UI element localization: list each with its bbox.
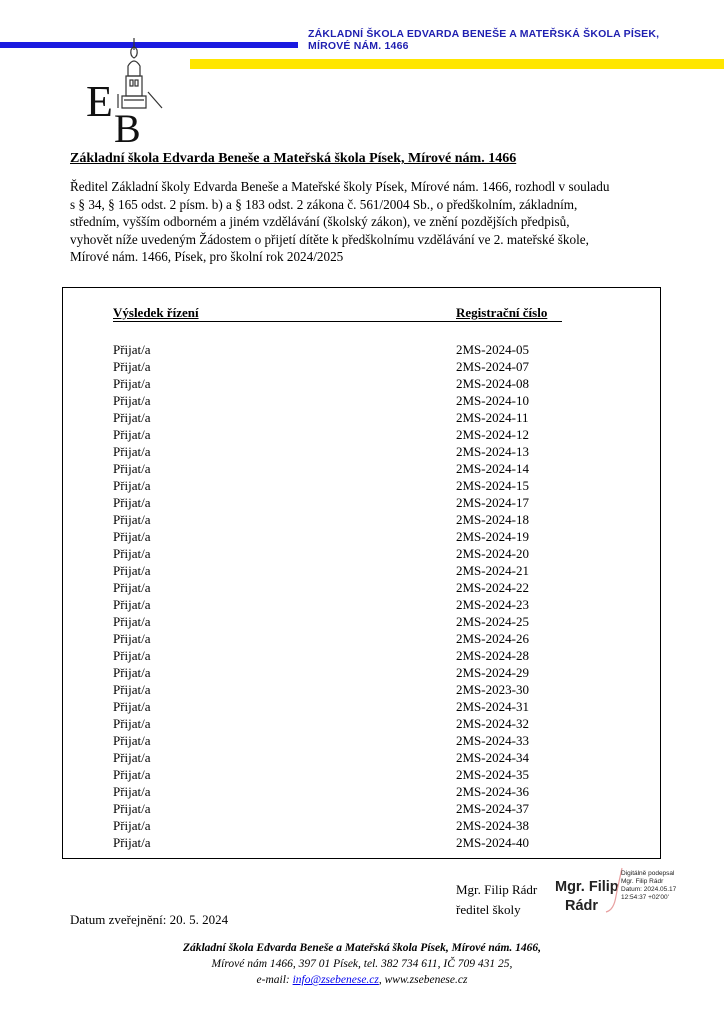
intro-line: Ředitel Základní školy Edvarda Beneše a Mateřské školy Písek, Mírové nám. 1466, rozhodl v souladu [70,179,610,194]
registration-cell: 2MS-2024-38 [456,818,529,833]
registration-cell: 2MS-2024-20 [456,546,529,561]
yellow-header-bar [190,59,724,69]
result-cell: Přijat/a [113,342,151,357]
registration-cell: 2MS-2024-23 [456,597,529,612]
svg-text:E: E [86,77,113,126]
registration-cell: 2MS-2024-07 [456,359,529,374]
result-cell: Přijat/a [113,359,151,374]
footer-line2: Mírové nám 1466, 397 01 Písek, tel. 382 734 611, IČ 709 431 25, [211,958,513,970]
registration-cell: 2MS-2024-35 [456,767,529,782]
registration-cell: 2MS-2024-31 [456,699,529,714]
result-cell: Přijat/a [113,529,151,544]
director-role: ředitel školy [456,902,521,917]
registration-cell: 2MS-2024-10 [456,393,529,408]
director-name: Mgr. Filip Rádr [456,882,538,897]
school-header-line2: MÍROVÉ NÁM. 1466 [308,40,409,52]
registration-cell: 2MS-2023-30 [456,682,529,697]
result-cell: Přijat/a [113,750,151,765]
registration-cell: 2MS-2024-18 [456,512,529,527]
result-cell: Přijat/a [113,444,151,459]
result-cell: Přijat/a [113,461,151,476]
registration-cell: 2MS-2024-15 [456,478,529,493]
school-header [308,28,659,52]
result-cell: Přijat/a [113,835,151,850]
registration-cell: 2MS-2024-36 [456,784,529,799]
registration-cell: 2MS-2024-08 [456,376,529,391]
result-cell: Přijat/a [113,427,151,442]
intro-paragraph [70,178,654,266]
column-header-registration: Registrační číslo [456,305,548,320]
school-logo [78,36,178,146]
registration-cell: 2MS-2024-29 [456,665,529,680]
registration-cell: 2MS-2024-21 [456,563,529,578]
publication-date: Datum zveřejnění: 20. 5. 2024 [70,912,229,927]
registration-cell: 2MS-2024-28 [456,648,529,663]
result-cell: Přijat/a [113,393,151,408]
result-cell: Přijat/a [113,784,151,799]
result-cell: Přijat/a [113,410,151,425]
column-header-result: Výsledek řízení [113,305,199,320]
result-cell: Přijat/a [113,546,151,561]
intro-line: s § 34, § 165 odst. 2 písm. b) a § 183 odst. 2 zákona č. 561/2004 Sb., o předškolním, základním, [70,196,578,212]
footer-line3: e-mail: info@zsebenese.cz, www.zsebenese.cz [256,974,468,986]
result-cell: Přijat/a [113,495,151,510]
result-cell: Přijat/a [113,818,151,833]
result-cell: Přijat/a [113,716,151,731]
result-cell: Přijat/a [113,580,151,595]
registration-cell: 2MS-2024-11 [456,410,529,425]
registration-cell: 2MS-2024-26 [456,631,529,646]
registration-cell: 2MS-2024-40 [456,835,529,850]
registration-cell: 2MS-2024-34 [456,750,529,765]
registration-cell: 2MS-2024-22 [456,580,529,595]
result-cell: Přijat/a [113,767,151,782]
footer [0,940,724,988]
result-cell: Přijat/a [113,665,151,680]
registration-cell: 2MS-2024-05 [456,342,529,357]
result-cell: Přijat/a [113,801,151,816]
digital-signature-details: Digitálně podepsal Mgr. Filip Rádr Datum: 2024.05.17 12:54:37 +02'00' [621,870,677,901]
result-cell: Přijat/a [113,512,151,527]
header-divider [113,321,562,322]
registration-cell: 2MS-2024-37 [456,801,529,816]
school-header-line1: ZÁKLADNÍ ŠKOLA EDVARDA BENEŠE A MATEŘSKÁ ŠKOLA PÍSEK, [308,28,660,40]
signature-block [456,880,537,920]
registration-cell: 2MS-2024-17 [456,495,529,510]
registration-cell: 2MS-2024-25 [456,614,529,629]
result-cell: Přijat/a [113,376,151,391]
result-cell: Přijat/a [113,733,151,748]
result-cell: Přijat/a [113,563,151,578]
registration-cell: 2MS-2024-19 [456,529,529,544]
registration-cell: 2MS-2024-12 [456,427,529,442]
result-cell: Přijat/a [113,597,151,612]
email-link[interactable]: info@zsebenese.cz [292,974,379,986]
result-cell: Přijat/a [113,614,151,629]
digital-signature-name: Mgr. Filip Rádr [555,879,619,914]
page-title: Základní škola Edvarda Beneše a Mateřská škola Písek, Mírové nám. 1466 [70,151,517,166]
intro-line: vyhovět níže uvedeným Žádostem o přijetí dítěte k předškolnímu vzdělávání ve 2. mateřské škole, [70,231,589,247]
intro-line: středním, vyšším odborném a jiném vzdělávání (školský zákon), ve znění pozdějších předpisů, [70,214,570,229]
intro-line: Mírové nám. 1466, Písek, pro školní rok 2024/2025 [70,249,344,264]
result-cell: Přijat/a [113,699,151,714]
result-cell: Přijat/a [113,478,151,493]
registration-cell: 2MS-2024-13 [456,444,529,459]
registration-cell: 2MS-2024-33 [456,733,529,748]
footer-line1: Základní škola Edvarda Beneše a Mateřská škola Písek, Mírové nám. 1466, [182,942,542,954]
registration-cell: 2MS-2024-14 [456,461,529,476]
result-cell: Přijat/a [113,631,151,646]
result-cell: Přijat/a [113,682,151,697]
result-cell: Přijat/a [113,648,151,663]
svg-text:B: B [114,106,141,146]
results-box [62,287,661,859]
registration-cell: 2MS-2024-32 [456,716,529,731]
